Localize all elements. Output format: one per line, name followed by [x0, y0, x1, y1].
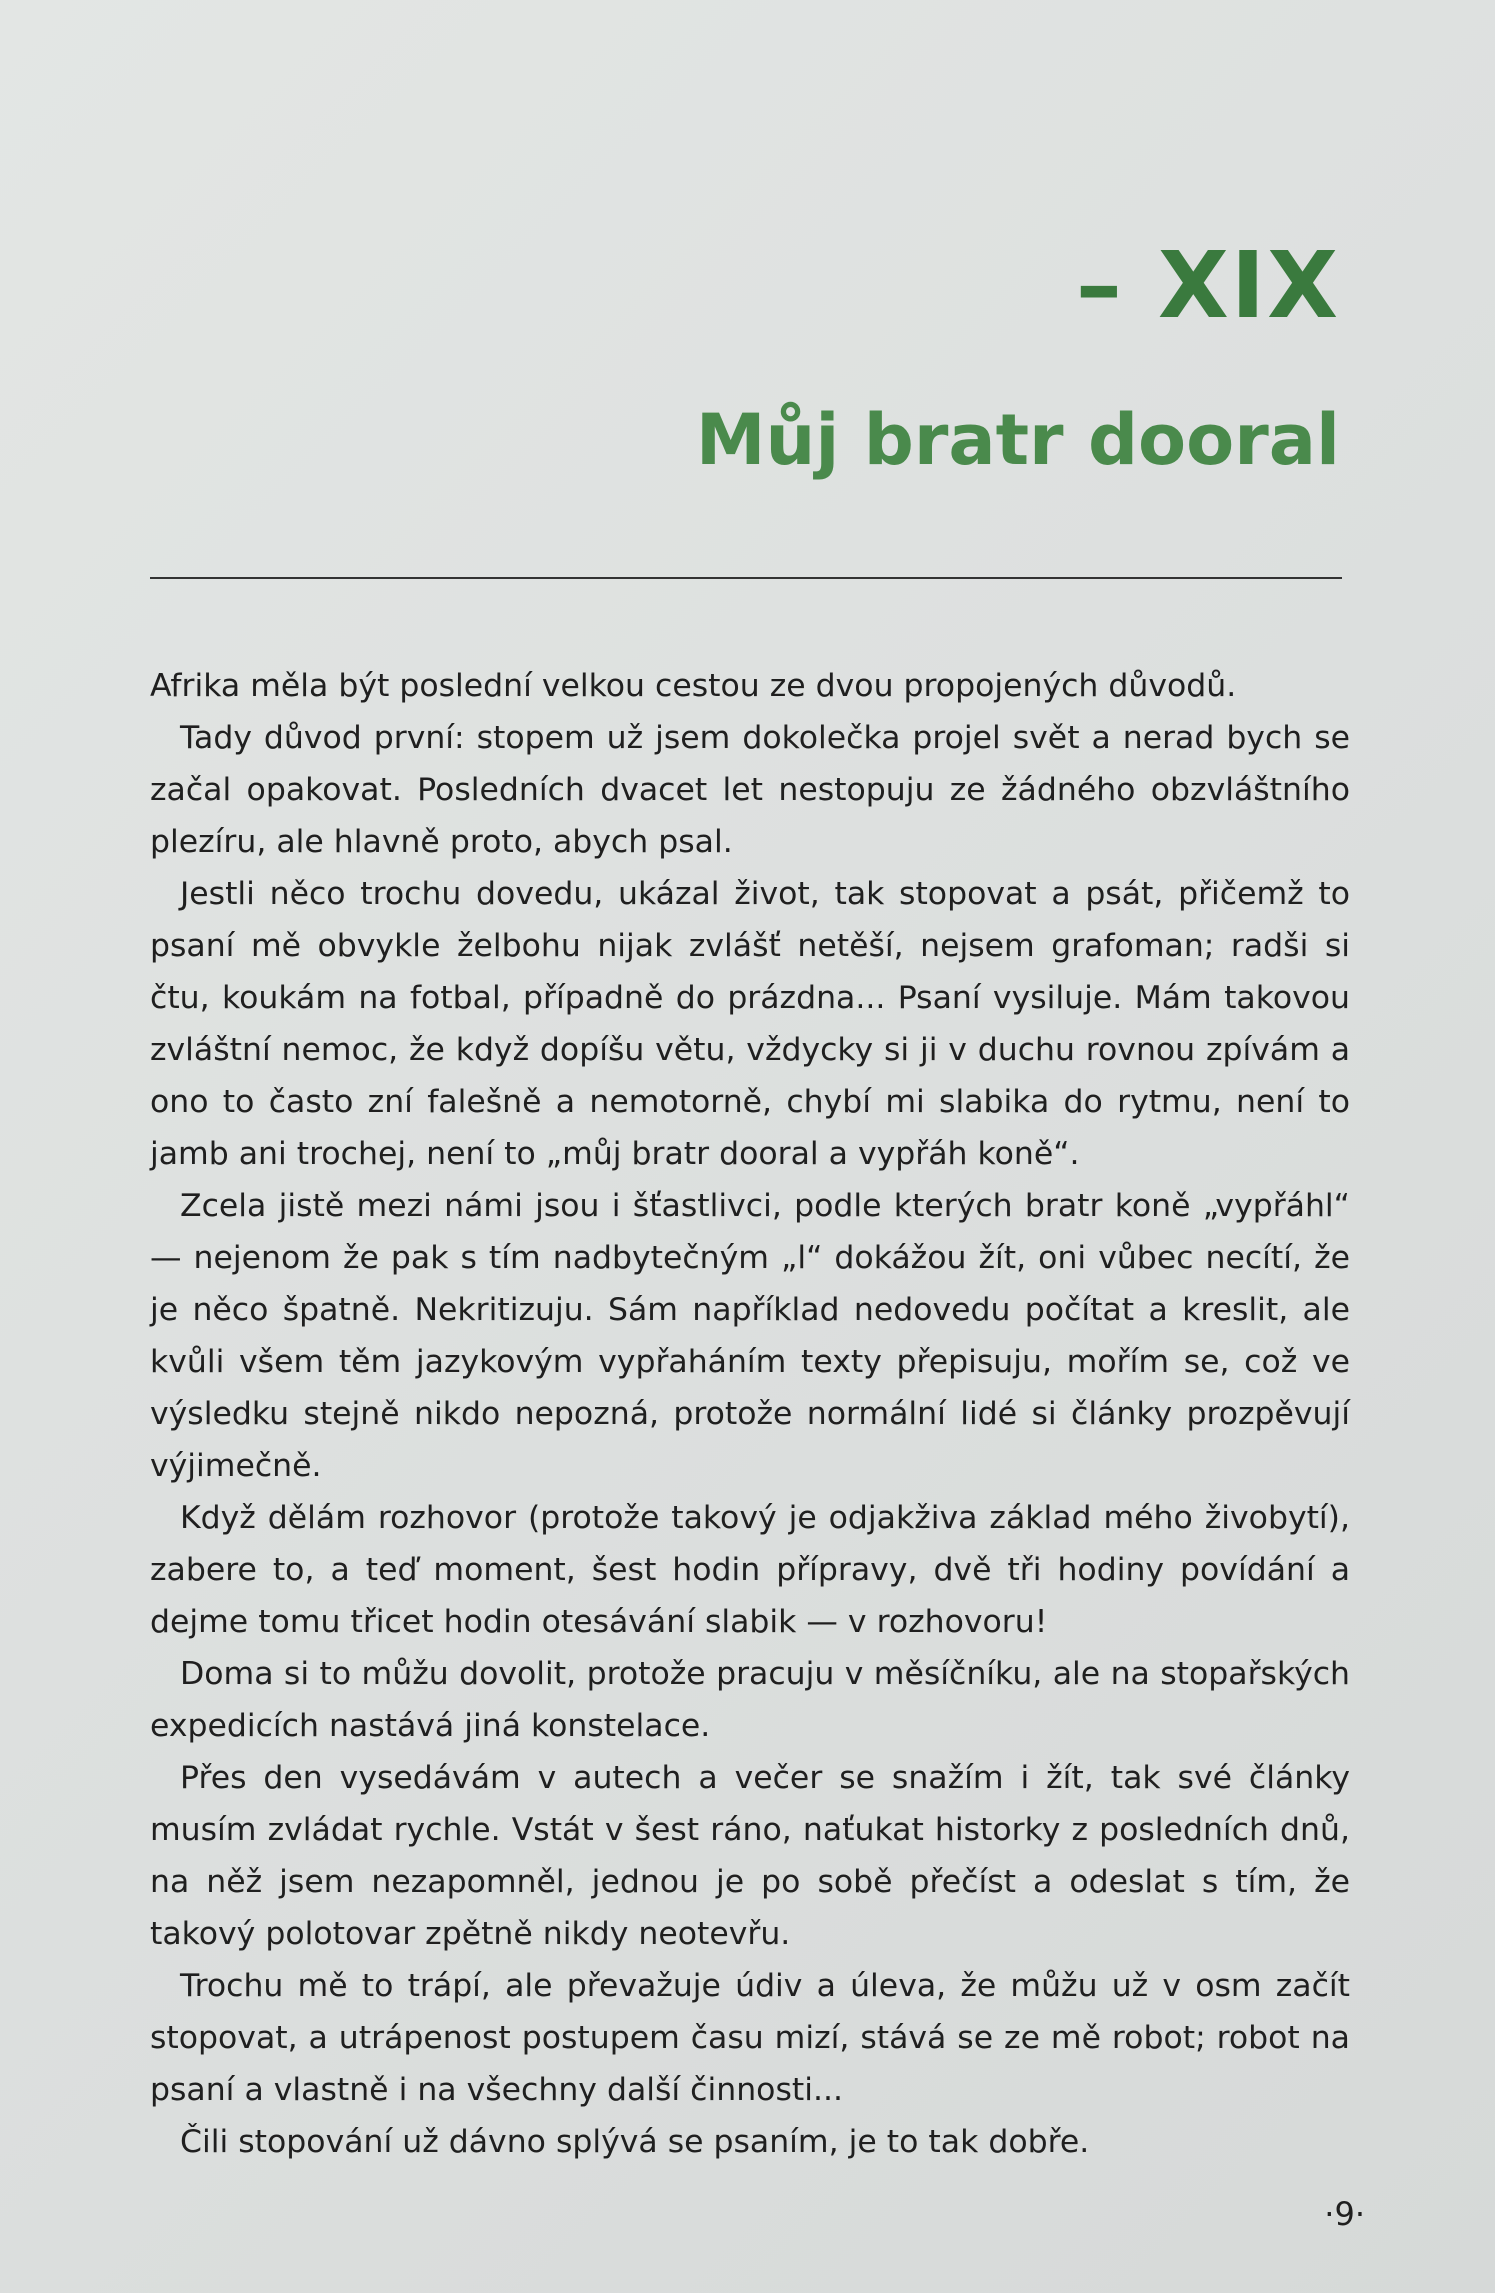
title-divider — [150, 577, 1342, 579]
paragraph: Jestli něco trochu dovedu, ukázal život, tak stopovat a psát, přičemž to psaní mě obvykle želbohu nijak zvlášť netěší, nejsem grafoman; radši si čtu, koukám na fotbal, případně do prázdna... Psaní vysiluje. Mám takovou zvláštní nemoc, že když dopíšu větu, vždycky si ji v duchu rovnou zpívám a ono to často zní falešně a nemotorně, chybí mi slabika do rytmu, není to jamb ani trochej, není to „můj bratr dooral a vypřáh koně“. — [150, 876, 1350, 1172]
paragraph: Tady důvod první: stopem už jsem dokolečka projel svět a nerad bych se začal opakovat. Posledních dvacet let nestopuju ze žádného obzvláštního plezíru, ale hlavně proto, abych psal. — [150, 720, 1350, 860]
paragraph: Přes den vysedávám v autech a večer se snažím i žít, tak své články musím zvládat rychle. Vstát v šest ráno, naťukat historky z posledních dnů, na něž jsem nezapomněl, jednou je po sobě přečíst a odeslat s tím, že takový polotovar zpětně nikdy neotevřu. — [150, 1760, 1350, 1952]
chapter-body — [150, 660, 1350, 2168]
paragraph: Čili stopování už dávno splývá se psaním, je to tak dobře. — [180, 2124, 1090, 2160]
paragraph: Zcela jistě mezi námi jsou i šťastlivci, podle kterých bratr koně „vypřáhl“ — nejenom že pak s tím nadbytečným „l“ dokážou žít, oni vůbec necítí, že je něco špatně. Nekritizuju. Sám například nedovedu počítat a kreslit, ale kvůli všem těm jazykovým vypřaháním texty přepisuju, mořím se, což ve výsledku stejně nikdo nepozná, protože normální lidé si články prozpěvují výjimečně. — [150, 1188, 1350, 1484]
chapter-title: Můj bratr dooral — [695, 399, 1340, 481]
paragraph: Když dělám rozhovor (protože takový je odjakživa základ mého živobytí), zabere to, a teď moment, šest hodin přípravy, dvě tři hodiny povídání a dejme tomu třicet hodin otesávání slabik — v rozhovoru! — [150, 1500, 1350, 1640]
page-number: ·9· — [1324, 2195, 1365, 2233]
paragraph: Afrika měla být poslední velkou cestou ze dvou propojených důvodů. — [150, 668, 1237, 704]
paragraph: Doma si to můžu dovolit, protože pracuju v měsíčníku, ale na stopařských expedicích nastává jiná konstelace. — [150, 1656, 1350, 1744]
paragraph: Trochu mě to trápí, ale převažuje údiv a úleva, že můžu už v osm začít stopovat, a utrápenost postupem času mizí, stává se ze mě robot; robot na psaní a vlastně i na všechny další činnosti... — [150, 1968, 1350, 2108]
chapter-number: – XIX — [1075, 232, 1340, 339]
